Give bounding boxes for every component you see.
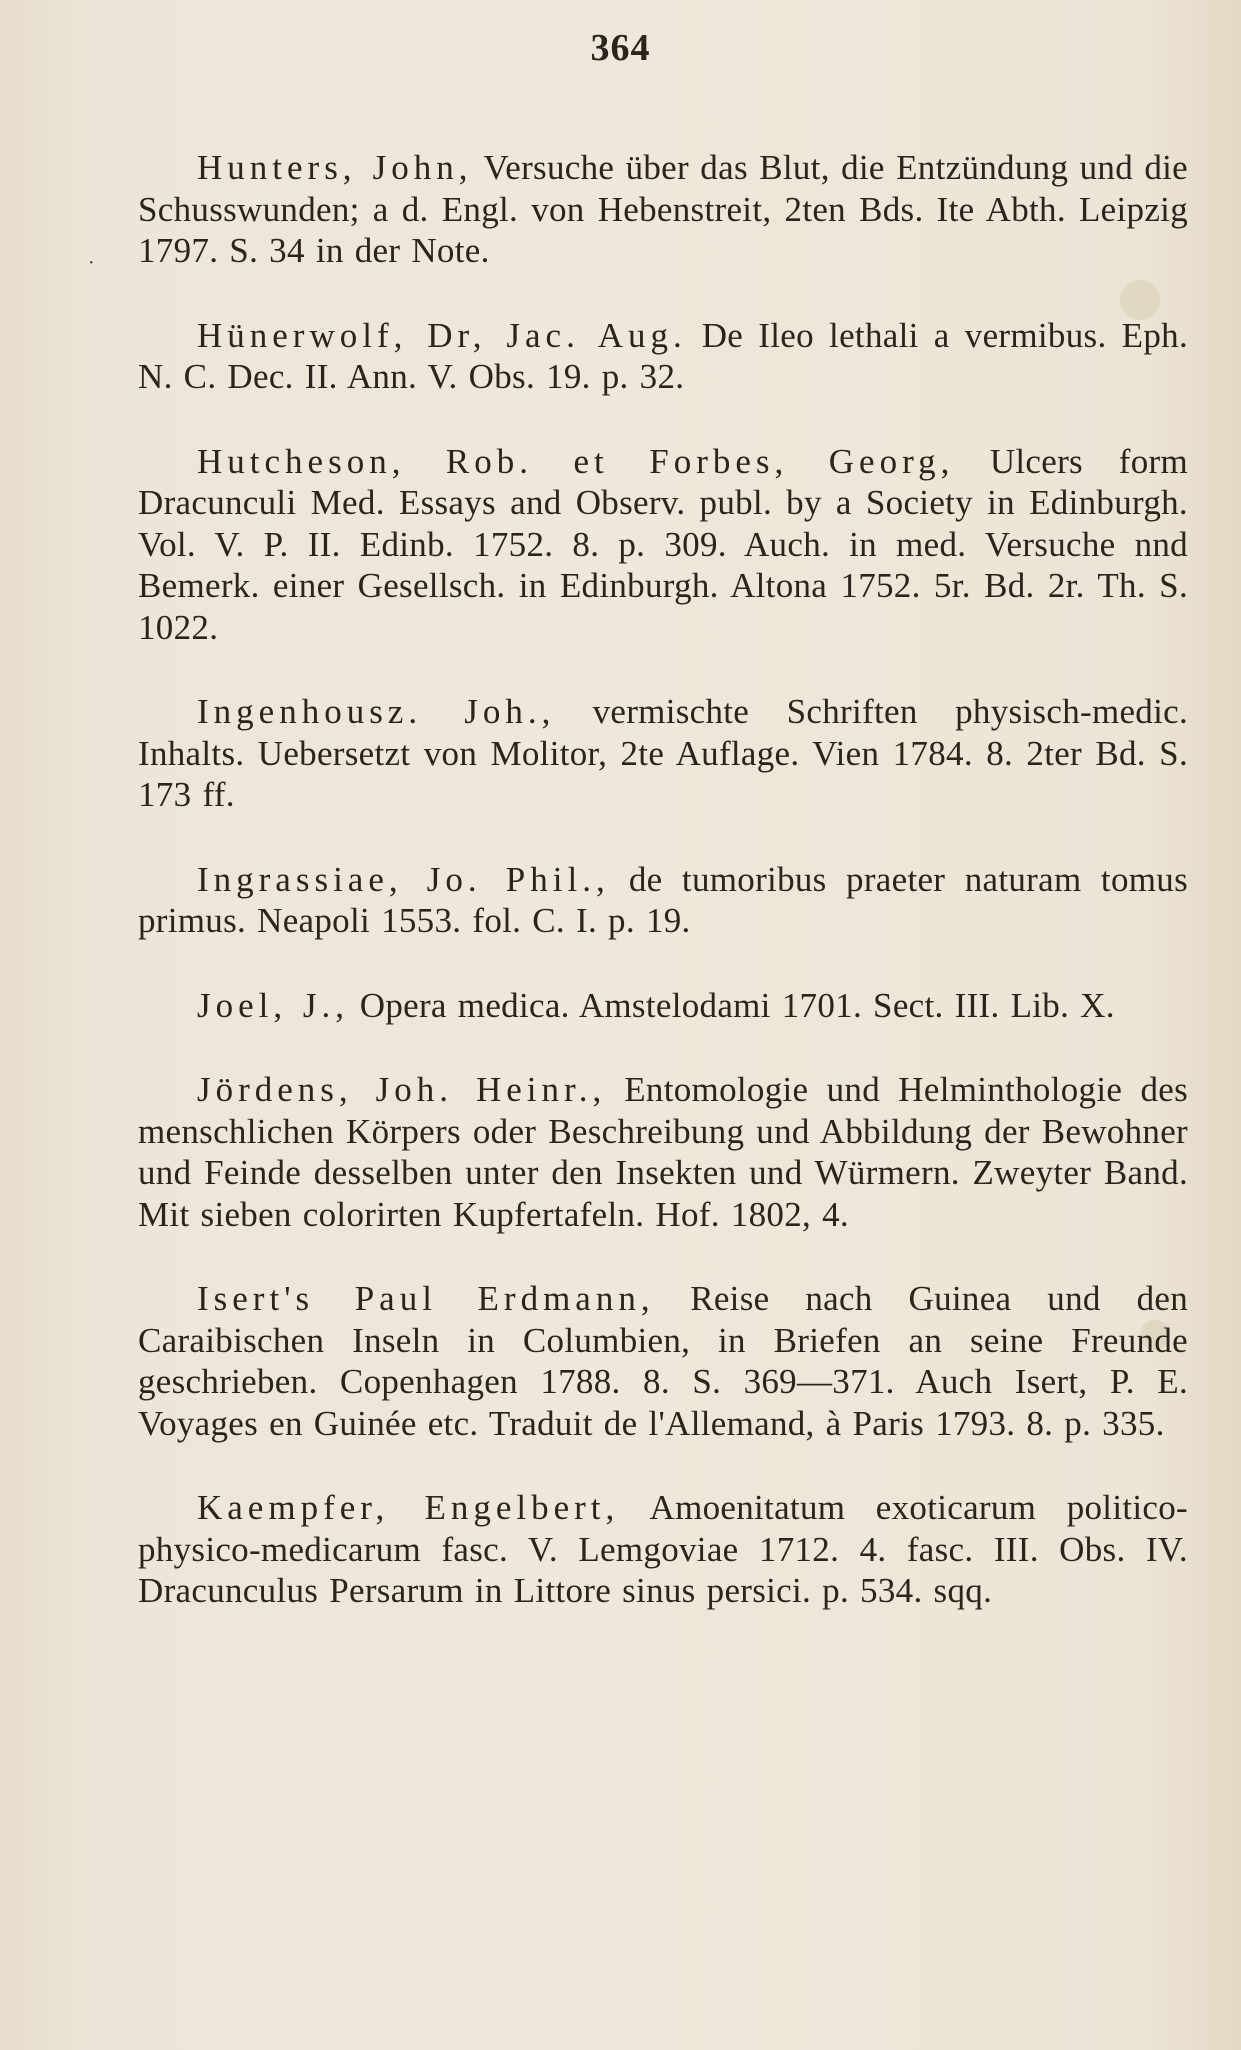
bibliography-entry bbox=[138, 441, 1188, 649]
entry-text: Entomologie und Helminthologie des menschlichen Körpers oder Beschreibung und Abbildung der Bewohner und Feinde desselben unter den Insekten und Würmern. Zweyter Band. Mit sieben colorirten Kupfertafeln. Hof. 1802, 4. bbox=[138, 1070, 1189, 1234]
entry-author: Ingenhousz. Joh., bbox=[197, 692, 556, 731]
entry-author: Kaempfer, Engelbert, bbox=[197, 1488, 620, 1527]
entry-author: Hunters, John, bbox=[197, 148, 473, 187]
bibliography-entry bbox=[138, 1487, 1188, 1612]
bibliography-entry bbox=[138, 315, 1188, 398]
entry-text: Ulcers form Dracunculi Med. Essays and Observ. publ. by a Society in Edinburgh. Vol. V. P. II. Edinb. 1752. 8. p. 309. Auch. in med. Versuche nnd Bemerk. einer Gesellsch. in Edinburgh. Altona 1752. 5r. Bd. 2r. Th. S. 1022. bbox=[138, 441, 1188, 647]
entry-author: Ingrassiae, Jo. Phil., bbox=[197, 859, 610, 899]
page-number: 364 bbox=[590, 27, 651, 69]
margin-mark: · bbox=[88, 252, 95, 274]
bibliography-entry bbox=[138, 691, 1188, 816]
bibliography-entry bbox=[138, 147, 1188, 272]
entry-author: Hünerwolf, Dr, Jac. Aug. bbox=[197, 315, 687, 355]
bibliography-entry bbox=[138, 859, 1188, 942]
bibliography-list bbox=[138, 112, 1188, 1655]
entry-text: De Ileo lethali a vermibus. Eph. N. C. Dec. II. Ann. V. Obs. 19. p. 32. bbox=[138, 315, 1189, 396]
entry-author: Jördens, Joh. Heinr., bbox=[197, 1070, 607, 1109]
entry-author: Isert's Paul Erdmann, bbox=[197, 1279, 655, 1318]
entry-text: vermischte Schriften physisch-medic. Inhalts. Uebersetzt von Molitor, 2te Auflage. Vien 1784. 8. 2ter Bd. S. 173 ff. bbox=[138, 692, 1189, 814]
entry-text: Reise nach Guinea und den Caraibischen Inseln in Columbien, in Briefen an seine Freunde geschrieben. Copenhagen 1788. 8. S. 369—371. Auch Isert, P. E. Voyages en Guinée etc. Traduit de l'Allemand, à Paris 1793. 8. p. 335. bbox=[138, 1279, 1189, 1443]
entry-text: Versuche über das Blut, die Entzündung und die Schusswunden; a d. Engl. von Hebenstreit, 2ten Bds. Ite Abth. Leipzig 1797. S. 34 in der Note. bbox=[138, 148, 1189, 270]
bibliography-entry bbox=[138, 1069, 1188, 1235]
bibliography-entry bbox=[138, 1278, 1188, 1444]
bibliography-entry bbox=[138, 985, 1188, 1027]
entry-text: Opera medica. Amstelodami 1701. Sect. III. Lib. X. bbox=[359, 985, 1115, 1025]
entry-text: de tumoribus praeter naturam tomus primus. Neapoli 1553. fol. C. I. p. 19. bbox=[138, 859, 1188, 940]
entry-author: Joel, J., bbox=[197, 985, 349, 1025]
entry-text: Amoenitatum exoticarum politico-physico-medicarum fasc. V. Lemgoviae 1712. 4. fasc. III. Obs. IV. Dracunculus Persarum in Littore sinus persici. p. 534. sqq. bbox=[138, 1488, 1188, 1610]
entry-author: Hutcheson, Rob. et Forbes, Georg, bbox=[197, 441, 955, 481]
